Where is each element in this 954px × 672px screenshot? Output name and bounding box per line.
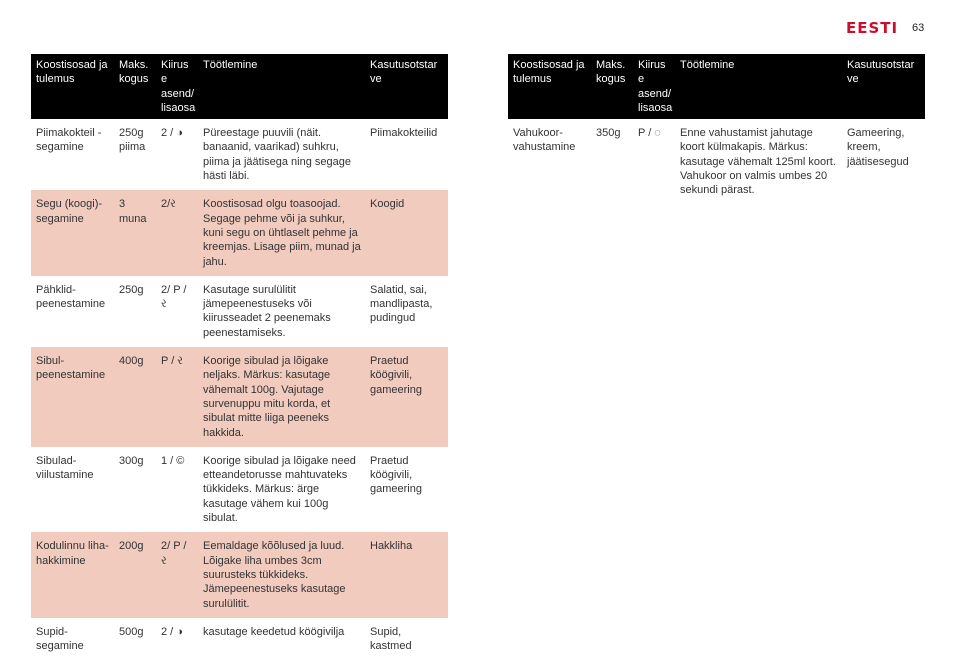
cell-processing: Püreestage puuvili (näit. banaanid, vaarikad) suhkru, piima ja jäätisega ning segage hästi läbi. [203,127,351,183]
header-processing: Töötlemine [675,54,842,119]
table-row [31,190,448,275]
cell-ingredient: Vahukoor- vahustamine [513,127,576,154]
table-row [31,276,448,347]
header-use: Kasutusotstar ve [365,54,448,119]
cell-ingredient: Pähklid- peenestamine [36,283,106,311]
cell-processing: Koorige sibulad ja lõigake neljaks. Märkus: kasutage vähemalt 100g. Vajutage survenuppu mitu korda, et sibulat mitte liiga peeneks hakkida. [198,347,365,447]
cell-processing: kasutage keedetud köögivilja [203,625,345,638]
cell-ingredient: Piimakokteil - segamine [36,127,102,154]
cell-max-quantity: 200g [114,532,156,617]
page-number: 63 [912,22,925,34]
cell-use: Gameering, kreem, jäätisesegud [847,127,909,168]
cell-processing: Eemaldage kõõlused ja luud. Lõigake liha umbes 3cm suurusteks tükkideks. Jämepeenestuseks kasutage surulülitit. [198,532,365,617]
cell-ingredient: Sibulad- viilustamine [36,454,94,482]
cell-ingredient: Supid- segamine [36,625,84,653]
header-max-quantity: Maks. kogus [114,54,156,119]
cell-processing: Kasutage surulülitit jämepeenestuseks või kiirusseadet 2 peenemaks peenestamiseks. [203,283,331,339]
cell-use: Supid, kastmed [370,625,412,653]
processing-table-left [31,54,448,660]
cell-use: Piimakokteilid [370,127,438,140]
cell-use: Praetud köögivili, gameering [370,454,422,496]
header-ingredients: Koostisosad ja tulemus [31,54,114,119]
table-row [31,119,448,190]
header-speed: Kiirus e asend/ lisaosa [156,54,198,119]
table-row [508,119,925,204]
cell-speed: 1 / © [161,454,185,467]
cell-max-quantity: 250g [119,283,144,296]
cell-processing: Koostisosad olgu toasoojad. Segage pehme või ja suhkur, kuni segu on ühtlaselt pehme ja kreemjas. Lisage piim, munad ja jahu. [198,190,365,275]
header-processing: Töötlemine [198,54,365,119]
header-ingredients: Koostisosad ja tulemus [508,54,591,119]
cell-ingredient: Segu (koogi)- segamine [31,190,114,275]
cell-speed: 2/ર [156,190,198,275]
cell-speed: 2/ P / ર [156,532,198,617]
cell-max-quantity: 350g [596,127,621,140]
cell-speed: 2/ P / ર [161,283,187,311]
table-row [31,618,448,661]
header-speed: Kiirus e asend/ lisaosa [633,54,675,119]
cell-use: Koogid [365,190,448,275]
header-max-quantity: Maks. kogus [591,54,633,119]
cell-use: Hakkliha [365,532,448,617]
table-row [31,347,448,447]
cell-speed: 2 / ◑ [161,625,183,638]
cell-ingredient: Kodulinnu liha- hakkimine [31,532,114,617]
cell-max-quantity: 250g piima [119,127,146,154]
cell-speed: P / ◌ [638,127,661,140]
cell-processing: Koorige sibulad ja lõigake need etteandetorusse mahtuvateks tükkideks. Märkus: ärge kasutage vähem kui 100g sibulat. [203,454,356,525]
cell-use: Praetud köögivili, gameering [365,347,448,447]
cell-ingredient: Sibul- peenestamine [31,347,114,447]
language-heading: EESTI [846,19,899,37]
cell-use: Salatid, sai, mandlipasta, pudingud [370,283,433,325]
cell-max-quantity: 3 muna [114,190,156,275]
cell-max-quantity: 500g [119,625,144,638]
table-header-row [31,54,448,119]
table-row [31,532,448,617]
cell-speed: 2 / ◑ [161,127,183,140]
table-header-row [508,54,925,119]
cell-max-quantity: 300g [119,454,144,467]
processing-table-right [508,54,925,205]
table-row [31,447,448,532]
cell-speed: P / ર [156,347,198,447]
header-use: Kasutusotstar ve [842,54,925,119]
cell-processing: Enne vahustamist jahutage koort külmakapis. Märkus: kasutage vähemalt 125ml koort. Vahukoor on valmis umbes 20 sekundi pärast. [680,127,836,197]
cell-max-quantity: 400g [114,347,156,447]
